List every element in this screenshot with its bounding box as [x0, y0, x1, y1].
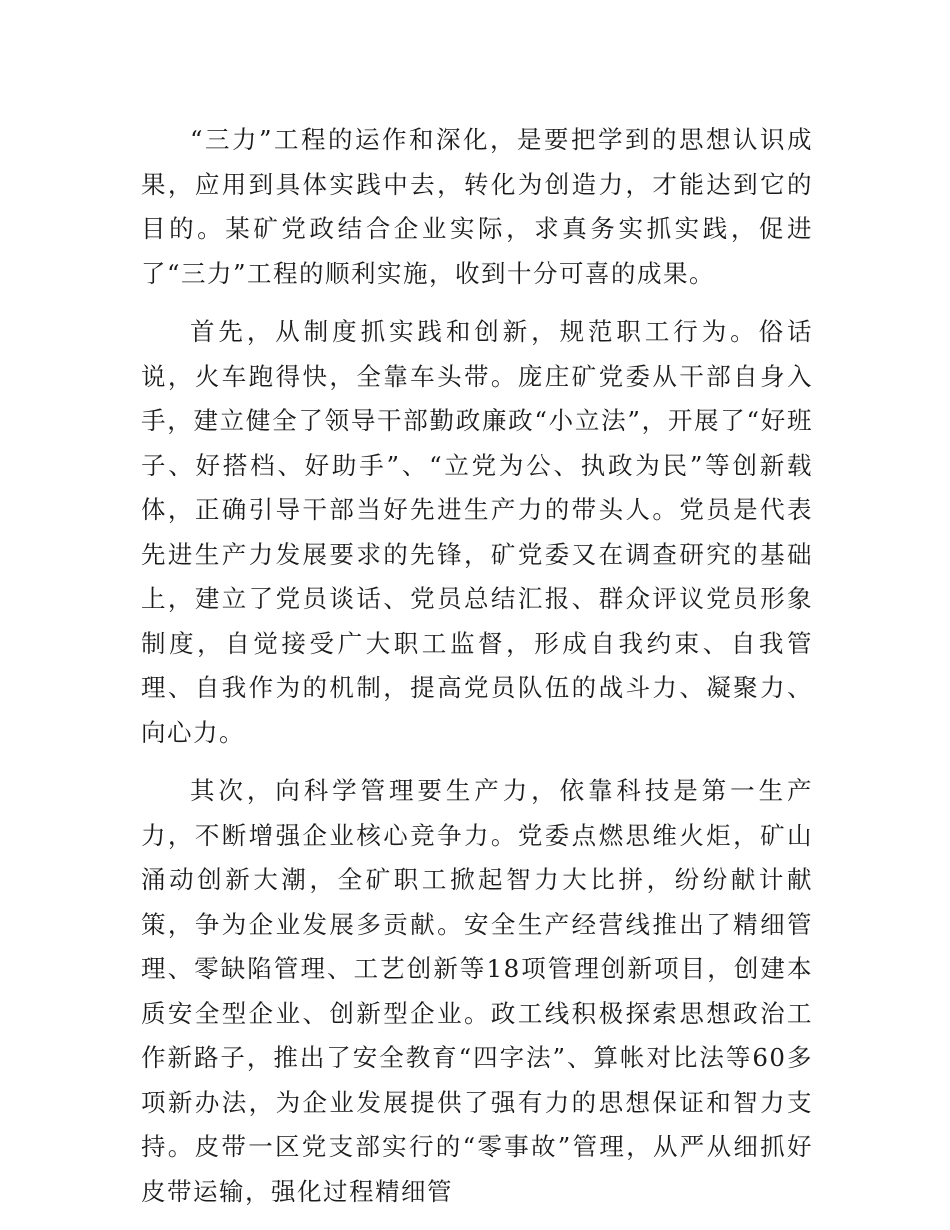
- paragraph-second: 其次，向科学管理要生产力，依靠科技是第一生产力，不断增强企业核心竞争力。党委点燃思维火炬，矿山涌动创新大潮，全矿职工掀起智力大比拼，纷纷献计献策，争为企业发展多贡献。安全生产经营线推出了精细管理、零缺陷管理、工艺创新等18项管理创新项目，创建本质安全型企业、创新型企业。政工线积极探索思想政治工作新路子，推出了安全教育“四字法”、算帐对比法等60多项新办法，为企业发展提供了强有力的思想保证和智力支持。皮带一区党支部实行的“零事故”管理，从严从细抓好皮带运输，强化过程精细管: [141, 776, 813, 1206]
- paragraph-first: 首先，从制度抓实践和创新，规范职工行为。俗话说，火车跑得快，全靠车头带。庞庄矿党委从干部自身入手，建立健全了领导干部勤政廉政“小立法”，开展了“好班子、好搭档、好助手”、“立党为公、执政为民”等创新载体，正确引导干部当好先进生产力的带头人。党员是代表先进生产力发展要求的先锋，矿党委又在调查研究的基础上，建立了党员谈话、党员总结汇报、群众评议党员形象制度，自觉接受广大职工监督，形成自我约束、自我管理、自我作为的机制，提高党员队伍的战斗力、凝聚力、向心力。: [141, 317, 813, 747]
- paragraph-intro: “三力”工程的运作和深化，是要把学到的思想认识成果，应用到具体实践中去，转化为创造力，才能达到它的目的。某矿党政结合企业实际，求真务实抓实践，促进了“三力”工程的顺利实施，收到十分可喜的成果。: [141, 125, 813, 288]
- document-body: [141, 118, 813, 1214]
